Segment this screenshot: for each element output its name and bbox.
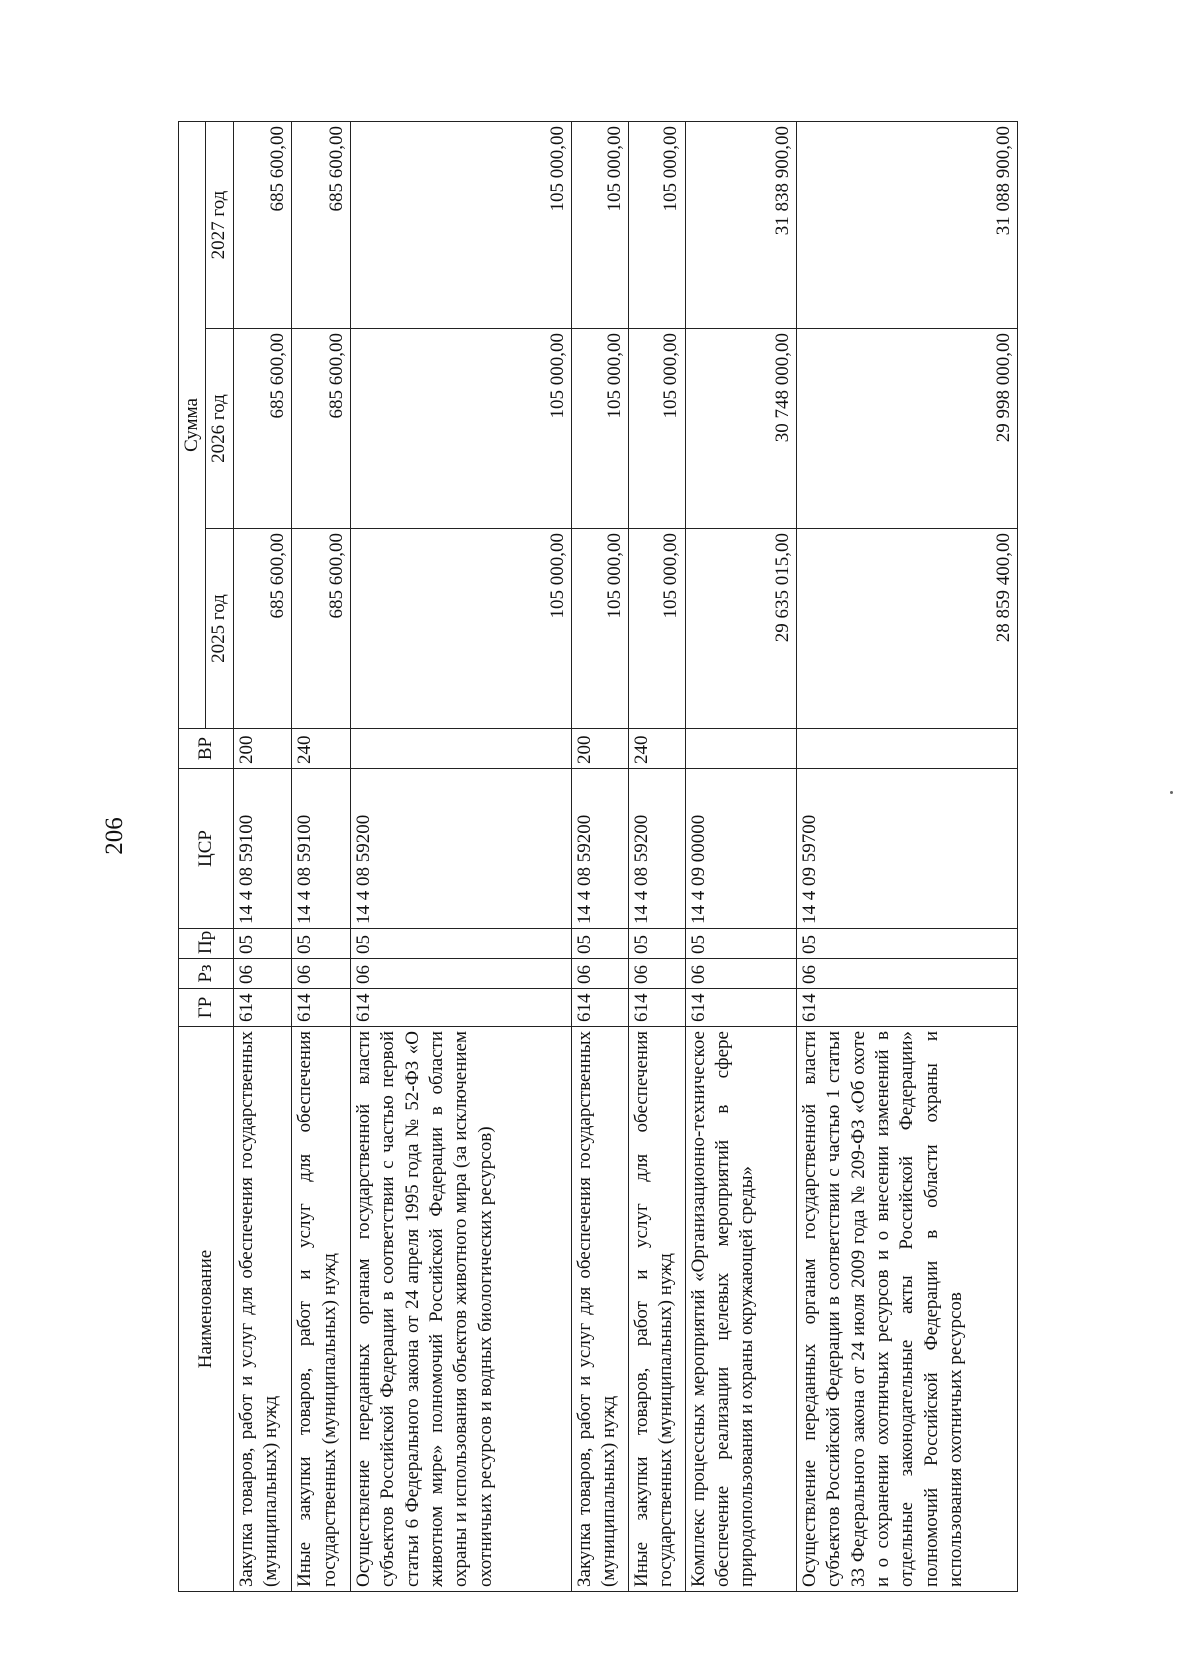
row-pr: 05	[628, 929, 685, 959]
row-name: Иные закупки товаров, работ и услуг для обеспечения государственных (муниципальных) нужд	[292, 1027, 351, 1592]
row-csr: 14 4 08 59200	[628, 769, 685, 929]
row-pr: 05	[233, 929, 292, 959]
row-rz: 06	[572, 959, 629, 989]
header-pr: Пр	[179, 929, 234, 959]
row-vr: 200	[572, 729, 629, 769]
row-rz: 06	[685, 959, 796, 989]
row-vr: 240	[628, 729, 685, 769]
row-2025: 105 000,00	[628, 529, 685, 729]
row-csr: 14 4 08 59200	[572, 769, 629, 929]
page-number: 206	[101, 817, 128, 855]
header-2025: 2025 год	[206, 529, 233, 729]
row-csr: 14 4 09 00000	[685, 769, 796, 929]
row-name: Иные закупки товаров, работ и услуг для обеспечения государственных (муниципальных) нужд	[628, 1027, 685, 1592]
row-2026: 30 748 000,00	[685, 329, 796, 529]
header-gr: ГР	[179, 989, 234, 1027]
row-2027: 105 000,00	[628, 122, 685, 329]
header-sum: Сумма	[179, 122, 206, 729]
header-csr: ЦСР	[179, 769, 234, 929]
row-gr: 614	[797, 989, 1018, 1027]
row-name: Комплекс процессных мероприятий «Организационно-техническое обеспечение реализации целевых мероприятий в сфере природопользования и охраны окружающей среды»	[685, 1027, 796, 1592]
row-2026: 105 000,00	[572, 329, 629, 529]
row-2026: 105 000,00	[351, 329, 572, 529]
row-gr: 614	[628, 989, 685, 1027]
row-gr: 614	[685, 989, 796, 1027]
row-name: Закупка товаров, работ и услуг для обеспечения государственных (муниципальных) нужд	[572, 1027, 629, 1592]
header-name: Наименование	[179, 1027, 234, 1592]
header-2027: 2027 год	[206, 122, 233, 329]
row-2025: 685 600,00	[292, 529, 351, 729]
row-rz: 06	[628, 959, 685, 989]
table-row	[685, 122, 796, 1592]
rotated-table-wrapper	[178, 122, 1018, 1592]
row-gr: 614	[572, 989, 629, 1027]
row-2026: 685 600,00	[233, 329, 292, 529]
row-pr: 05	[292, 929, 351, 959]
row-csr: 14 4 08 59100	[233, 769, 292, 929]
row-name: Осуществление переданных органам государственной власти субъектов Российской Федерации в соответствии с частью 1 статьи 33 Федерального закона от 24 июля 2009 года № 209-ФЗ «Об охоте и о сохранении охотничьих ресурсов и о внесении изменений в отдельные законодательные акты Российской Федерации» полномочий Российской Федерации в области охраны и использования охотничьих ресурсов	[797, 1027, 1018, 1592]
row-rz: 06	[797, 959, 1018, 989]
table-row	[292, 122, 351, 1592]
row-2027: 105 000,00	[351, 122, 572, 329]
row-csr: 14 4 08 59200	[351, 769, 572, 929]
row-2027: 105 000,00	[572, 122, 629, 329]
row-gr: 614	[292, 989, 351, 1027]
row-rz: 06	[292, 959, 351, 989]
table-row	[628, 122, 685, 1592]
row-csr: 14 4 09 59700	[797, 769, 1018, 929]
row-2025: 29 635 015,00	[685, 529, 796, 729]
budget-table	[178, 121, 1018, 1592]
table-row	[572, 122, 629, 1592]
row-2027: 31 838 900,00	[685, 122, 796, 329]
row-2025: 28 859 400,00	[797, 529, 1018, 729]
row-rz: 06	[351, 959, 572, 989]
table-row	[233, 122, 292, 1592]
header-2026: 2026 год	[206, 329, 233, 529]
row-pr: 05	[572, 929, 629, 959]
row-2025: 685 600,00	[233, 529, 292, 729]
row-pr: 05	[685, 929, 796, 959]
row-vr	[685, 729, 796, 769]
header-vr: ВР	[179, 729, 234, 769]
row-2027: 685 600,00	[292, 122, 351, 329]
row-2026: 105 000,00	[628, 329, 685, 529]
row-name: Закупка товаров, работ и услуг для обеспечения государственных (муниципальных) нужд	[233, 1027, 292, 1592]
row-gr: 614	[233, 989, 292, 1027]
row-2026: 685 600,00	[292, 329, 351, 529]
header-rz: Рз	[179, 959, 234, 989]
row-2027: 31 088 900,00	[797, 122, 1018, 329]
row-rz: 06	[233, 959, 292, 989]
row-vr	[351, 729, 572, 769]
table-row	[797, 122, 1018, 1592]
scan-artifact-dot	[1170, 791, 1173, 794]
row-gr: 614	[351, 989, 572, 1027]
row-2026: 29 998 000,00	[797, 329, 1018, 529]
row-2025: 105 000,00	[351, 529, 572, 729]
row-vr: 200	[233, 729, 292, 769]
row-csr: 14 4 08 59100	[292, 769, 351, 929]
row-vr	[797, 729, 1018, 769]
table-row	[351, 122, 572, 1592]
row-pr: 05	[797, 929, 1018, 959]
row-2025: 105 000,00	[572, 529, 629, 729]
row-name: Осуществление переданных органам государственной власти субъектов Российской Федерации в соответствии с частью первой статьи 6 Федерального закона от 24 апреля 1995 года № 52-ФЗ «О животном мире» полномочий Российской Федерации в области охраны и использования объектов животного мира (за исключением охотничьих ресурсов и водных биологических ресурсов)	[351, 1027, 572, 1592]
row-pr: 05	[351, 929, 572, 959]
row-vr: 240	[292, 729, 351, 769]
row-2027: 685 600,00	[233, 122, 292, 329]
